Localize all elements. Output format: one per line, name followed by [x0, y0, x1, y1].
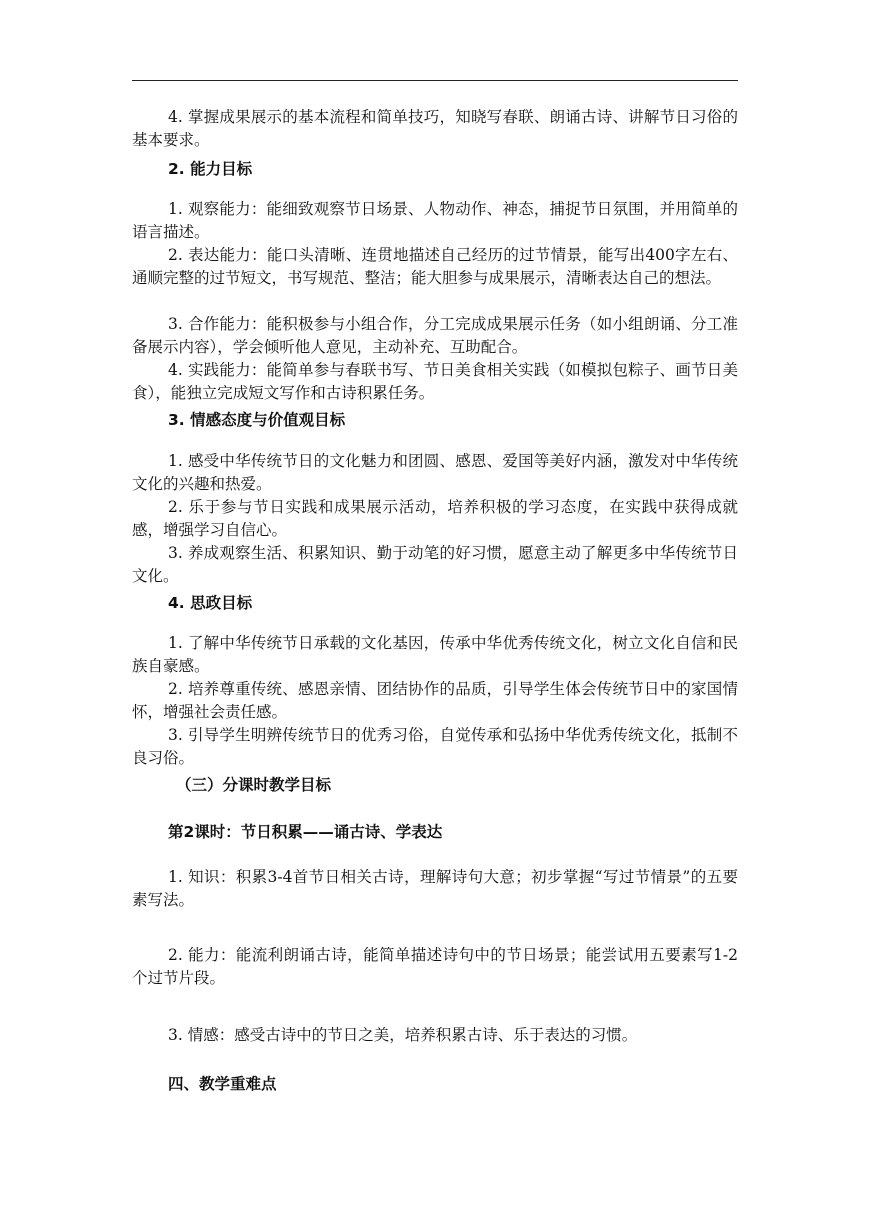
paragraph-lesson-knowledge: 1. 知识：积累3-4首节日相关古诗，理解诗句大意；初步掌握“写过节情景”的五要素写法。	[132, 868, 738, 909]
paragraph-ideology-1: 1. 了解中华传统节日承载的文化基因，传承中华优秀传统文化，树立文化自信和民族自豪感。	[132, 634, 738, 675]
paragraph-emotion-3: 3. 养成观察生活、积累知识、勤于动笔的好习惯，愿意主动了解更多中华传统节日文化。	[132, 544, 738, 585]
paragraph-lesson-emotion: 3. 情感：感受古诗中的节日之美，培养积累古诗、乐于表达的习惯。	[168, 1026, 638, 1044]
paragraph-emotion-1: 1. 感受中华传统节日的文化魅力和团圆、感恩、爱国等美好内涵，激发对中华传统文化的兴趣和热爱。	[132, 452, 738, 493]
paragraph-ideology-3: 3. 引导学生明辨传统节日的优秀习俗，自觉传承和弘扬中华优秀传统文化，抵制不良习俗。	[132, 726, 738, 767]
heading-ideology-goals: 4. 思政目标	[168, 594, 253, 612]
paragraph-expression: 2. 表达能力：能口头清晰、连贯地描述自己经历的过节情景，能写出400字左右、通顺完整的过节短文，书写规范、整洁；能大胆参与成果展示，清晰表达自己的想法。	[132, 246, 738, 287]
paragraph-goal-4: 4. 掌握成果展示的基本流程和简单技巧，知晓写春联、朗诵古诗、讲解节日习俗的基本要求。	[132, 108, 738, 149]
paragraph-cooperation: 3. 合作能力：能积极参与小组合作，分工完成成果展示任务（如小组朗诵、分工准备展示内容），学会倾听他人意见，主动补充、互助配合。	[132, 315, 738, 356]
paragraph-emotion-2: 2. 乐于参与节日实践和成果展示活动，培养积极的学习态度，在实践中获得成就感，增强学习自信心。	[132, 498, 738, 539]
heading-key-difficulties: 四、教学重难点	[168, 1075, 277, 1093]
paragraph-practice: 4. 实践能力：能简单参与春联书写、节日美食相关实践（如模拟包粽子、画节日美食），能独立完成短文写作和古诗积累任务。	[132, 361, 738, 402]
paragraph-ideology-2: 2. 培养尊重传统、感恩亲情、团结协作的品质，引导学生体会传统节日中的家国情怀，增强社会责任感。	[132, 680, 738, 721]
heading-lesson-goals: （三）分课时教学目标	[176, 776, 332, 794]
heading-lesson-2: 第2课时：节日积累——诵古诗、学表达	[168, 823, 443, 841]
heading-ability-goals: 2. 能力目标	[168, 160, 253, 178]
paragraph-observation: 1. 观察能力：能细致观察节日场景、人物动作、神态，捕捉节日氛围，并用简单的语言描述。	[132, 200, 738, 241]
paragraph-lesson-ability: 2. 能力：能流利朗诵古诗，能简单描述诗句中的节日场景；能尝试用五要素写1-2个过节片段。	[132, 946, 738, 987]
header-rule	[132, 80, 738, 81]
heading-emotion-goals: 3. 情感态度与价值观目标	[168, 411, 346, 429]
